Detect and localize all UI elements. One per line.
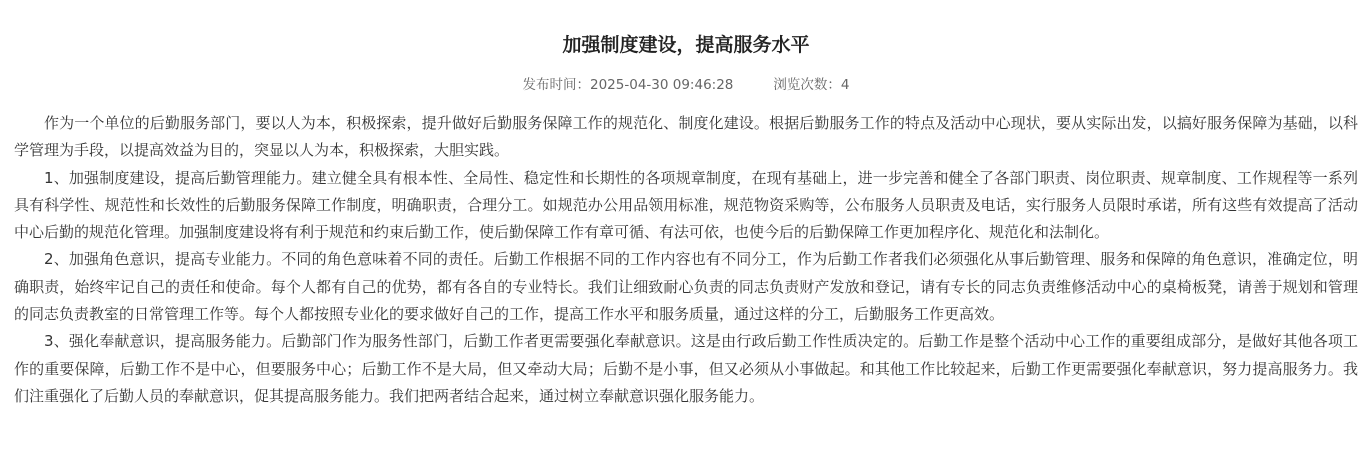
paragraph-3: 3、强化奉献意识，提高服务能力。后勤部门作为服务性部门，后勤工作者更需要强化奉献意识。这是由行政后勤工作性质决定的。后勤工作是整个活动中心工作的重要组成部分，是做好其他各项工作的重要保障，后勤工作不是中心，但要服务中心；后勤工作不是大局，但又牵动大局；后勤不是小事，但又必须从小事做起。和其他工作比较起来，后勤工作更需要强化奉献意识，努力提高服务力。我们注重强化了后勤人员的奉献意识，促其提高服务能力。我们把两者结合起来，通过树立奉献意识强化服务能力。 xyxy=(14,332,1358,405)
publish-time-label: 发布时间： xyxy=(522,77,590,93)
publish-time-value: 2025-04-30 09:46:28 xyxy=(590,77,734,93)
paragraph-1: 1、加强制度建设，提高后勤管理能力。建立健全具有根本性、全局性、稳定性和长期性的各项规章制度，在现有基础上，进一步完善和健全了各部门职责、岗位职责、规章制度、工作规程等一系列具有科学性、规范性和长效性的后勤服务保障工作制度，明确职责，合理分工。如规范办公用品领用标准，规范物资采购等，公布服务人员职责及电话，实行服务人员限时承诺，所有这些有效提高了活动中心后勤的规范化管理。加强制度建设将有利于规范和约束后勤工作，使后勤保障工作有章可循、有法可依，也使今后的后勤保障工作更加程序化、规范化和法制化。 xyxy=(14,168,1358,242)
article-title: 加强制度建设，提高服务水平 xyxy=(562,34,810,56)
paragraph-2: 2、加强角色意识，提高专业能力。不同的角色意味着不同的责任。后勤工作根据不同的工作内容也有不同分工，作为后勤工作者我们必须强化从事后勤管理、服务和保障的角色意识，准确定位，明确职责，始终牢记自己的责任和使命。每个人都有自己的优势，都有各自的专业特长。我们让细致耐心负责的同志负责财产发放和登记，请有专长的同志负责维修活动中心的桌椅板凳，请善于规划和管理的同志负责教室的日常管理工作等。每个人都按照专业化的要求做好自己的工作，提高工作水平和服务质量，通过这样的分工，后勤服务工作更高效。 xyxy=(14,250,1358,324)
publish-time xyxy=(523,75,734,95)
article-body xyxy=(14,110,1358,410)
article-meta xyxy=(0,75,1372,95)
paragraph-intro: 作为一个单位的后勤服务部门，要以人为本，积极探索，提升做好后勤服务保障工作的规范化、制度化建设。根据后勤服务工作的特点及活动中心现状，要从实际出发，以搞好服务保障为基础，以科学管理为手段，以提高效益为目的，突显以人为本，积极探索，大胆实践。 xyxy=(14,114,1358,160)
view-count-label: 浏览次数： xyxy=(773,77,841,93)
view-count xyxy=(773,75,849,95)
view-count-value: 4 xyxy=(840,77,850,93)
